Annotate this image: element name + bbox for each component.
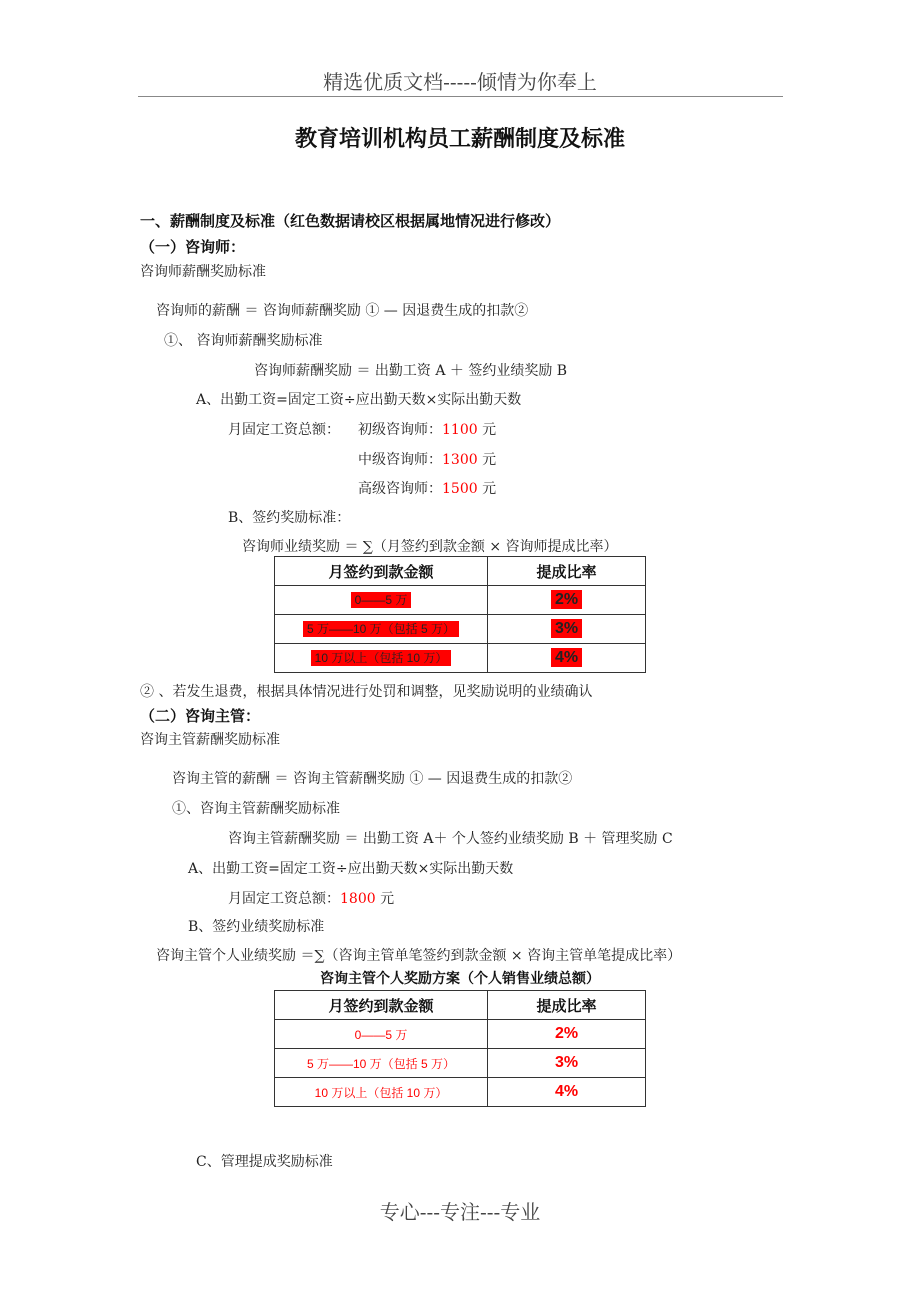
consultant-item1: ①、 咨询师薪酬奖励标准 — [164, 333, 323, 349]
consultant-a-line: A、出勤工资=固定工资÷应出勤天数×实际出勤天数 — [196, 392, 522, 408]
page-header: 精选优质文档-----倾情为你奉上 — [323, 70, 597, 94]
consultant-heading: （一）咨询师： — [140, 238, 246, 256]
section-heading: 一、薪酬制度及标准（红色数据请校区根据属地情况进行修改） — [140, 212, 561, 230]
table-row — [275, 1078, 646, 1107]
table-cell-range: 10 万以上（包括 10 万） — [275, 1078, 488, 1107]
consultant-formula2: 咨询师薪酬奖励 ＝ 出勤工资 A ＋ 签约业绩奖励 B — [254, 363, 568, 379]
table-row — [275, 1020, 646, 1049]
table-header-cell: 月签约到款金额 — [275, 557, 488, 586]
supervisor-c-line: C、管理提成奖励标准 — [196, 1154, 333, 1170]
page-footer: 专心---专注---专业 — [379, 1200, 541, 1224]
salary-level-mid: 中级咨询师：1300 元 — [358, 452, 497, 468]
table-header-cell: 提成比率 — [488, 991, 646, 1020]
supervisor-commission-table — [274, 990, 646, 1107]
supervisor-formula2: 咨询主管薪酬奖励 ＝ 出勤工资 A＋ 个人签约业绩奖励 B ＋ 管理奖励 C — [228, 831, 673, 847]
consultant-formula: 咨询师的薪酬 ＝ 咨询师薪酬奖励 ① — 因退费生成的扣款② — [156, 303, 529, 319]
table-cell-rate: 4% — [488, 1078, 646, 1107]
table-cell-rate: 4% — [488, 644, 646, 673]
document-title: 教育培训机构员工薪酬制度及标准 — [294, 127, 625, 152]
consultant-commission-table — [274, 556, 646, 673]
consultant-bonus-formula: 咨询师业绩奖励 ＝ ∑（月签约到款金额 × 咨询师提成比率） — [242, 539, 618, 555]
supervisor-heading: （二）咨询主管： — [140, 707, 261, 725]
salary-label: 月固定工资总额： — [228, 422, 340, 438]
supervisor-bonus-formula: 咨询主管个人业绩奖励 ＝∑（咨询主管单笔签约到款金额 × 咨询主管单笔提成比率） — [156, 948, 682, 964]
table-cell-rate: 2% — [488, 586, 646, 615]
table-row — [275, 1049, 646, 1078]
table-cell-rate: 2% — [488, 1020, 646, 1049]
table-row — [275, 586, 646, 615]
supervisor-item1: ①、咨询主管薪酬奖励标准 — [172, 801, 340, 817]
supervisor-a-line: A、出勤工资=固定工资÷应出勤天数×实际出勤天数 — [188, 861, 514, 877]
supervisor-salary: 月固定工资总额：1800 元 — [228, 891, 395, 907]
table-cell-range: 5 万——10 万（包括 5 万） — [275, 615, 488, 644]
table-cell-range: 5 万——10 万（包括 5 万） — [275, 1049, 488, 1078]
salary-level-junior: 初级咨询师：1100 元 — [358, 422, 497, 438]
consultant-subtitle: 咨询师薪酬奖励标准 — [140, 264, 266, 280]
table-cell-range: 0——5 万 — [275, 1020, 488, 1049]
table-header-row — [275, 991, 646, 1020]
table-cell-rate: 3% — [488, 615, 646, 644]
table-header-cell: 月签约到款金额 — [275, 991, 488, 1020]
refund-note: ② 、若发生退费，根据具体情况进行处罚和调整，见奖励说明的业绩确认 — [140, 684, 593, 700]
salary-level-senior: 高级咨询师：1500 元 — [358, 481, 497, 497]
supervisor-b-line: B、签约业绩奖励标准 — [188, 919, 325, 935]
table-header-row — [275, 557, 646, 586]
header-divider — [138, 96, 783, 97]
table-row — [275, 644, 646, 673]
supervisor-table-caption: 咨询主管个人奖励方案（个人销售业绩总额） — [320, 971, 600, 987]
table-row — [275, 615, 646, 644]
table-cell-rate: 3% — [488, 1049, 646, 1078]
table-header-cell: 提成比率 — [488, 557, 646, 586]
supervisor-formula: 咨询主管的薪酬 ＝ 咨询主管薪酬奖励 ① — 因退费生成的扣款② — [172, 771, 573, 787]
supervisor-subtitle: 咨询主管薪酬奖励标准 — [140, 732, 280, 748]
consultant-b-line: B、签约奖励标准： — [228, 510, 351, 526]
table-cell-range: 10 万以上（包括 10 万） — [275, 644, 488, 673]
table-cell-range: 0——5 万 — [275, 586, 488, 615]
